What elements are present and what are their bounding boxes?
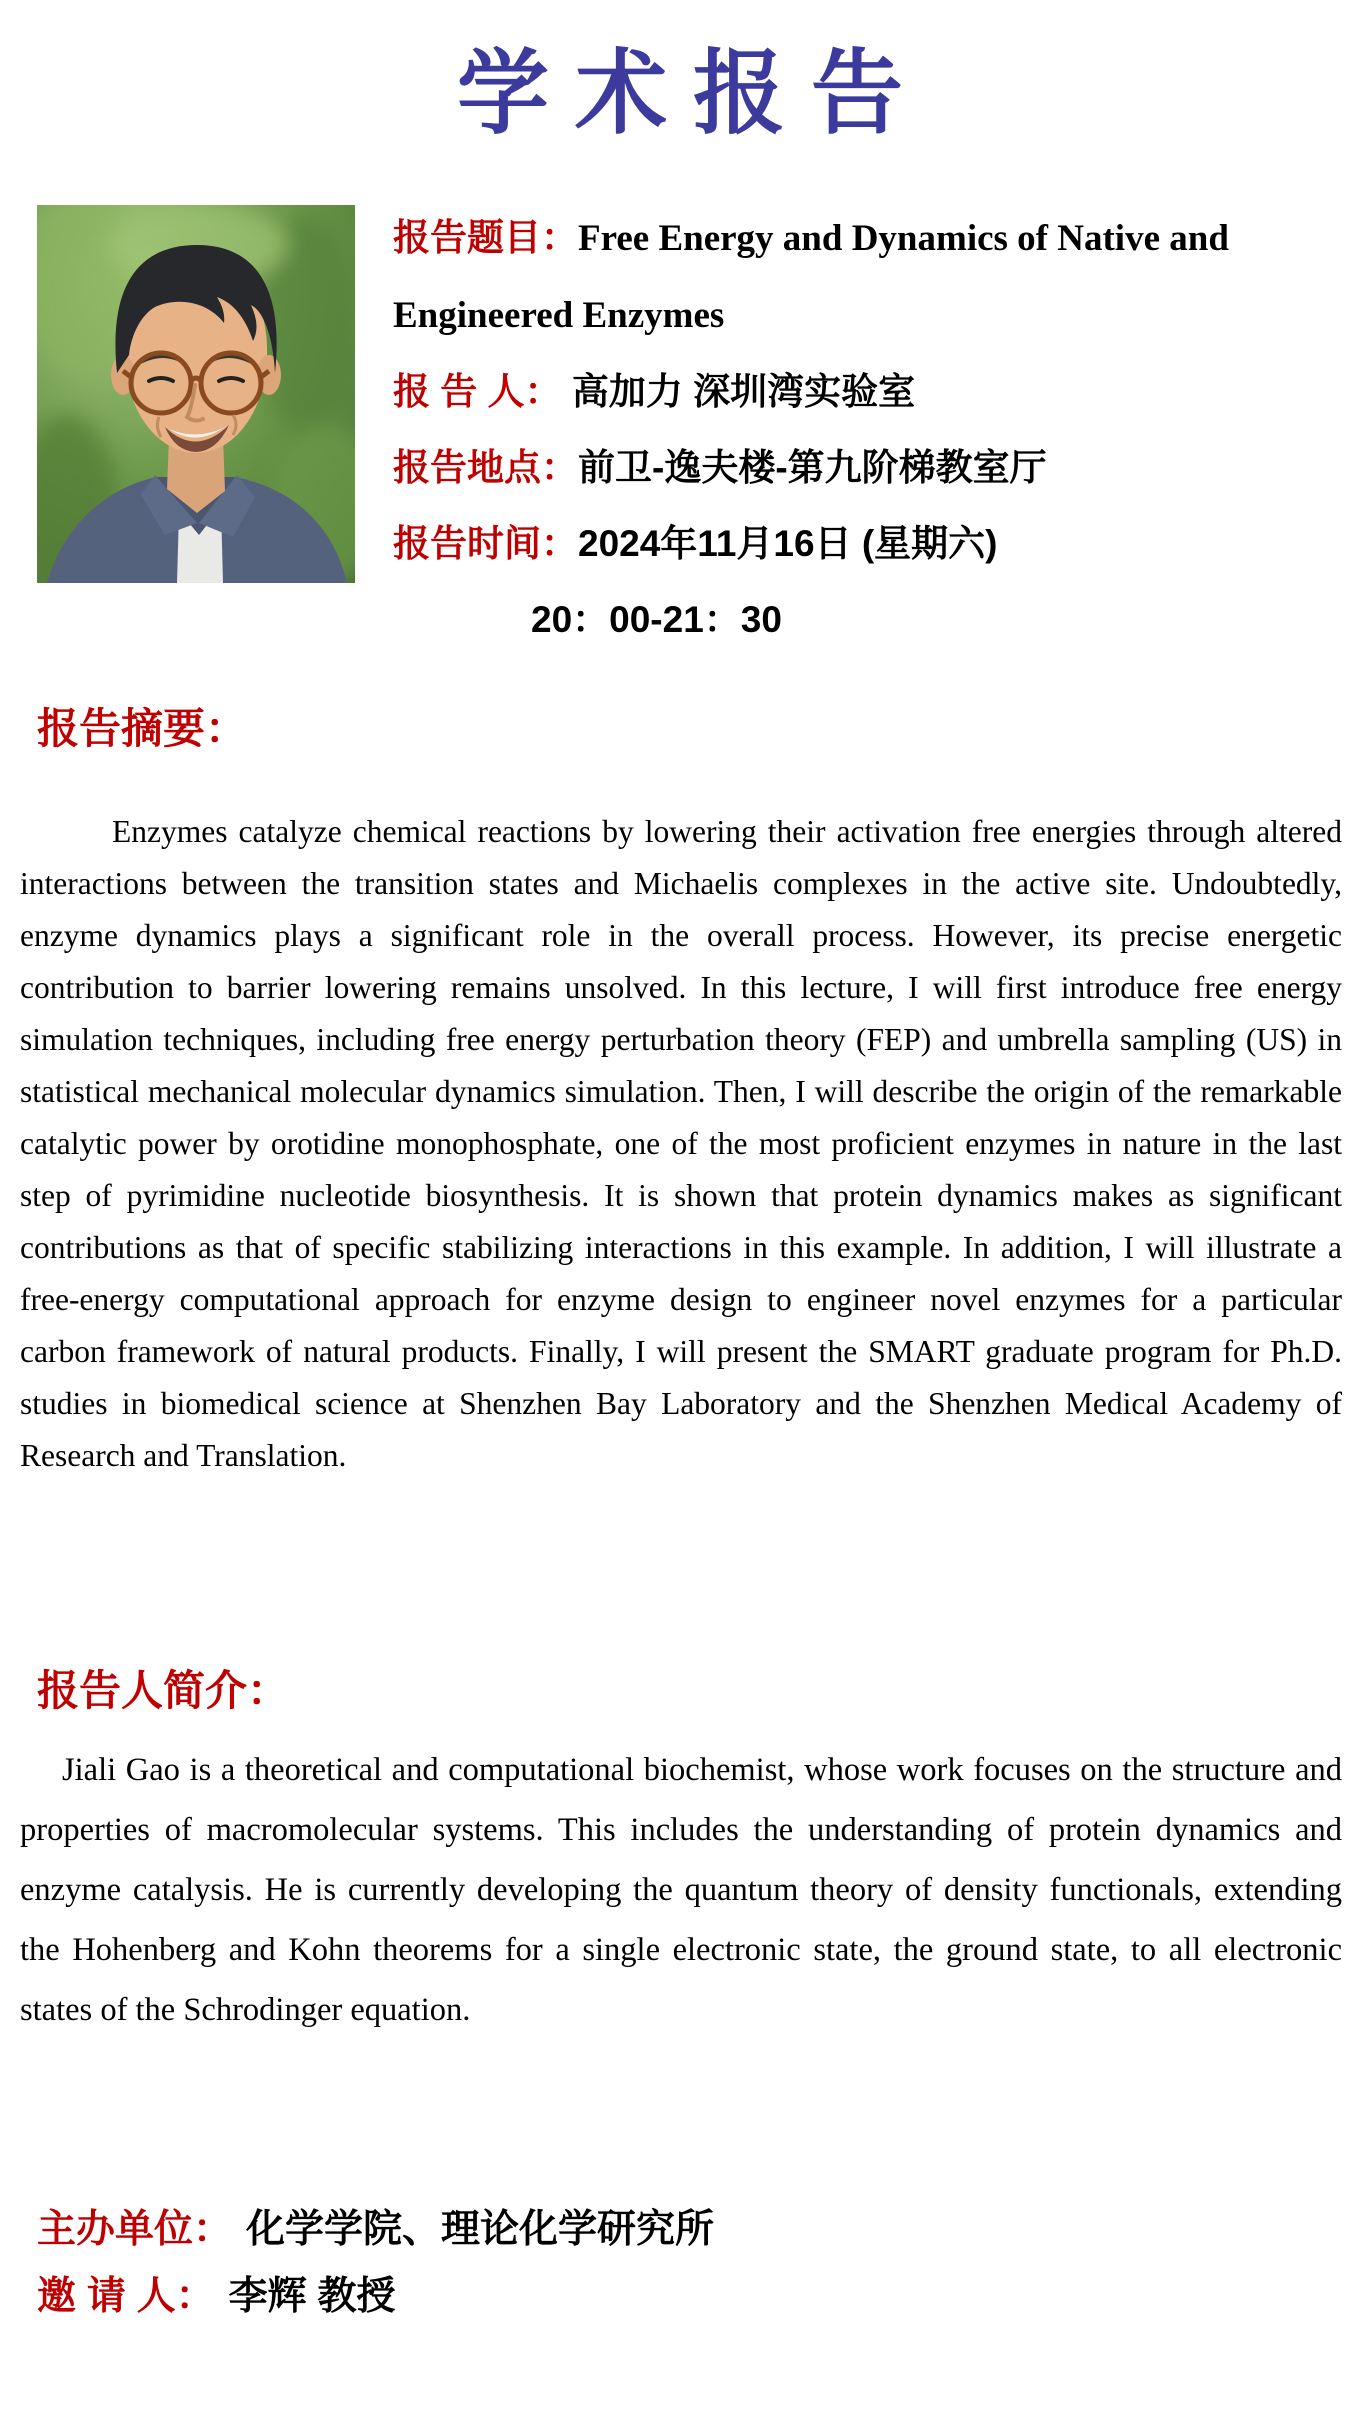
speaker-photo	[37, 205, 355, 583]
footer-block	[37, 2196, 714, 2330]
venue-row	[393, 430, 1343, 506]
speaker-value: 高加力 深圳湾实验室	[571, 371, 916, 412]
venue-value: 前卫-逸夫楼-第九阶梯教室厅	[578, 447, 1047, 488]
time-range-row	[393, 582, 1343, 658]
report-title-label: 报告题目：	[393, 217, 578, 258]
inviter-value: 李辉 教授	[228, 2275, 396, 2318]
time-value: 2024年11月16日 (星期六)	[578, 523, 998, 564]
inviter-label: 邀 请 人：	[37, 2275, 215, 2318]
abstract-text: Enzymes catalyze chemical reactions by lowering their activation free energies through altered interactions between the transition states and Michaelis complexes in the active site. Undoubtedly, enzyme dynamics plays a significant role in the overall process. However, its precise energetic contribution to barrier lowering remains unsolved. In this lecture, I will first introduce free energy simulation techniques, including free energy perturbation theory (FEP) and umbrella sampling (US) in statistical mechanical molecular dynamics simulation. Then, I will describe the origin of the remarkable catalytic power by orotidine monophosphate, one of the most proficient enzymes in nature in the last step of pyrimidine nucleotide biosynthesis. It is shown that protein dynamics makes as significant contributions as that of specific stabilizing interactions in this example. In addition, I will illustrate a free-energy computational approach for enzyme design to engineer novel enzymes for a particular carbon framework of natural products. Finally, I will present the SMART graduate program for Ph.D. studies in biomedical science at Shenzhen Bay Laboratory and the Shenzhen Medical Academy of Research and Translation.	[20, 814, 1342, 1473]
host-value: 化学学院、理论化学研究所	[246, 2208, 715, 2251]
time-row	[393, 506, 1343, 582]
host-label: 主办单位：	[37, 2208, 233, 2251]
time-label: 报告时间：	[393, 523, 578, 564]
abstract-heading: 报告摘要：	[37, 705, 248, 752]
lecture-info-block	[393, 200, 1343, 658]
speaker-row	[393, 354, 1343, 430]
time-range-value: 20：00-21：30	[531, 599, 782, 640]
speaker-label: 报 告 人：	[393, 371, 562, 412]
host-row	[37, 2196, 714, 2263]
speaker-portrait-image	[37, 205, 355, 583]
bio-heading: 报告人简介：	[37, 1667, 290, 1714]
inviter-row	[37, 2263, 714, 2330]
report-title-row	[393, 200, 1343, 354]
venue-label: 报告地点：	[393, 447, 578, 488]
bio-text: Jiali Gao is a theoretical and computational biochemist, whose work focuses on the structure and properties of macromolecular systems. This includes the understanding of protein dynamics and enzyme catalysis. He is currently developing the quantum theory of density functionals, extending the Hohenberg and Kohn theorems for a single electronic state, the ground state, to all electronic states of the Schrodinger equation.	[20, 1752, 1342, 2028]
report-title-value: Free Energy and Dynamics of Native and Engineered Enzymes	[393, 218, 1229, 336]
page-title: 学术报告	[456, 40, 929, 147]
